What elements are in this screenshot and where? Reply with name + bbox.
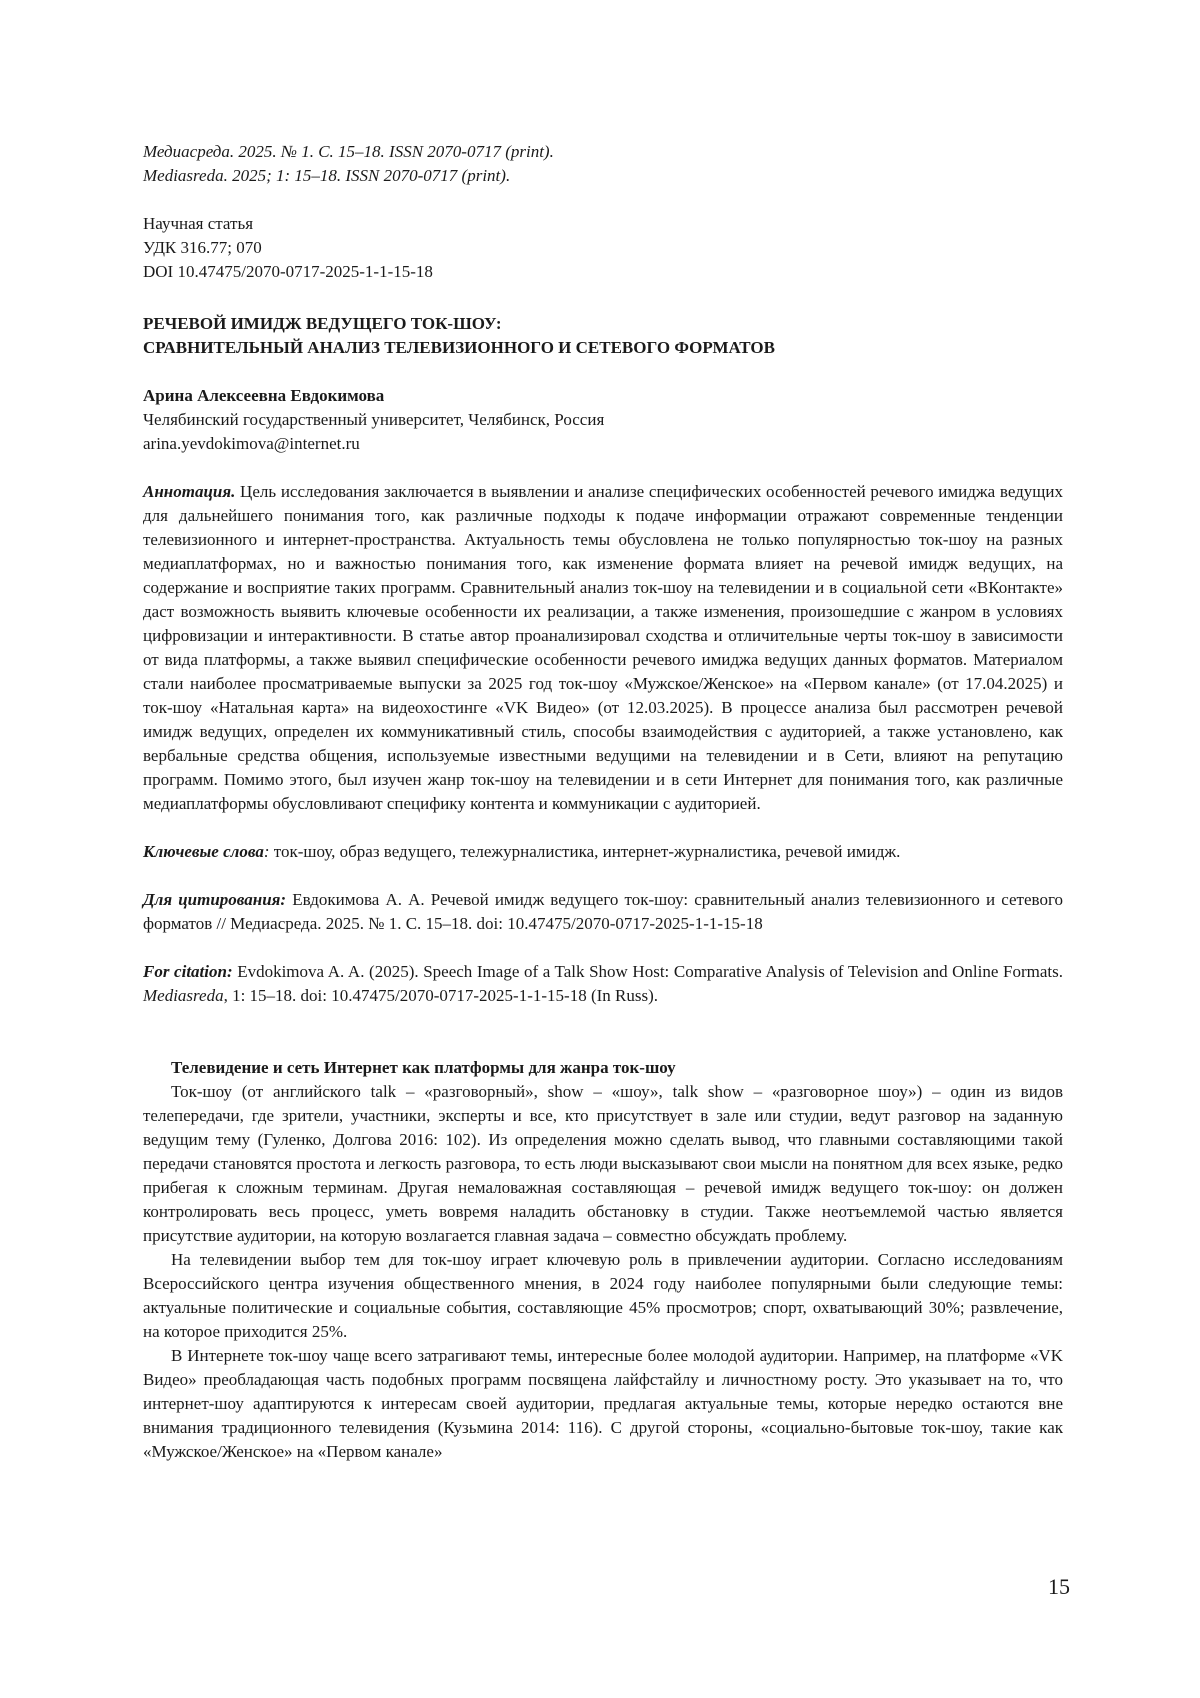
title-line-2: СРАВНИТЕЛЬНЫЙ АНАЛИЗ ТЕЛЕВИЗИОННОГО И СЕТЕВОГО ФОРМАТОВ xyxy=(143,338,775,357)
citation-en-journal: Mediasreda xyxy=(143,986,224,1005)
body-paragraph-3: В Интернете ток-шоу чаще всего затрагивают темы, интересные более молодой аудитории. Например, на платформе «VK Видео» преобладающая часть подобных программ посвящена лайфстайлу и личностному росту. Это указывает на то, что интернет-шоу адаптируются к интересам своей аудитории, предлагая актуальные темы, которые нередко остаются вне внимания традиционного телевидения (Кузьмина 2014: 116). С другой стороны, «социально-бытовые ток-шоу, такие как «Мужское/Женское» на «Первом канале» xyxy=(143,1346,1063,1461)
citation-ru-text: Евдокимова А. А. Речевой имидж ведущего ток-шоу: сравнительный анализ телевизионного и сетевого форматов // Медиасреда. 2025. № 1. С. 15–18. doi: 10.47475/2070-0717-2025-1-1-15-18 xyxy=(143,890,1063,933)
journal-line-en: Mediasreda. 2025; 1: 15–18. ISSN 2070-0717 (print). xyxy=(143,166,511,185)
citation-en-text-before: Evdokimova A. A. (2025). Speech Image of a Talk Show Host: Comparative Analysis of Television and Online Formats. xyxy=(232,962,1063,981)
keywords xyxy=(143,840,1063,864)
section-heading: Телевидение и сеть Интернет как платформы для жанра ток-шоу xyxy=(171,1058,676,1077)
body-paragraph-1: Ток-шоу (от английского talk – «разговорный», show – «шоу», talk show – «разговорное шоу») – один из видов телепередачи, где зрители, участники, эксперты и все, кто присутствует в зале или студии, ведут разговор на заданную ведущим тему (Гуленко, Долгова 2016: 102). Из определения можно сделать вывод, что главными составляющими такой передачи становятся простота и легкость разговора, то есть люди высказывают свои мысли на понятном для всех языке, редко прибегая к сложным терминам. Другая немаловажная составляющая – речевой имидж ведущего ток-шоу: он должен контролировать весь процесс, уметь вовремя наладить обстановку в студии. Также неотъемлемой частью является присутствие аудитории, на которую возлагается главная задача – совместно обсуждать проблему. xyxy=(143,1082,1063,1245)
title-line-1: РЕЧЕВОЙ ИМИДЖ ВЕДУЩЕГО ТОК-ШОУ: xyxy=(143,314,502,333)
author-block xyxy=(143,384,1063,456)
journal-line-ru: Медиасреда. 2025. № 1. С. 15–18. ISSN 2070-0717 (print). xyxy=(143,142,554,161)
author-email[interactable]: arina.yevdokimova@internet.ru xyxy=(143,434,360,453)
udc-code: УДК 316.77; 070 xyxy=(143,238,262,257)
keywords-text: ток-шоу, образ ведущего, тележурналистика, интернет-журналистика, речевой имидж. xyxy=(269,842,901,861)
article-meta xyxy=(143,212,1063,284)
citation-ru xyxy=(143,888,1063,936)
keywords-colon: : xyxy=(263,842,270,861)
abstract-text: Цель исследования заключается в выявлении и анализе специфических особенностей речевого имиджа ведущих для дальнейшего понимания того, как различные подходы к подаче информации отражают современные тенденции телевизионного и интернет-пространства. Актуальность темы обусловлена не только популярностью ток-шоу на разных медиаплатформах, но и важностью понимания того, как изменение формата влияет на речевой имидж ведущих, на содержание и восприятие таких программ. Сравнительный анализ ток-шоу на телевидении и в социальной сети «ВКонтакте» даст возможность выявить ключевые особенности их реализации, а также изменения, произошедшие с жанром в условиях цифровизации и интерактивности. В статье автор проанализировал сходства и отличительные черты ток-шоу в зависимости от вида платформы, а также выявил специфические особенности речевого имиджа ведущих данных форматов. Материалом стали наиболее просматриваемые выпуски за 2025 год ток-шоу «Мужское/Женское» на «Первом канале» (от 17.04.2025) и ток-шоу «Натальная карта» на видеохостинге «VK Видео» (от 12.03.2025). В процессе анализа был рассмотрен речевой имидж ведущих, определен их коммуникативный стиль, способы взаимодействия с аудиторией, а также установлено, как вербальные средства общения, используемые известными ведущими на телевидении и в Сети, влияют на репутацию программ. Помимо этого, был изучен жанр ток-шоу на телевидении и в сети Интернет для понимания того, как различные медиаплатформы обусловливают специфику контента и коммуникации с аудиторией. xyxy=(143,482,1063,813)
citation-en-label: For citation: xyxy=(143,962,233,981)
citation-en-text-after: , 1: 15–18. doi: 10.47475/2070-0717-2025-1-1-15-18 (In Russ). xyxy=(223,986,658,1005)
body-paragraph-2: На телевидении выбор тем для ток-шоу играет ключевую роль в привлечении аудитории. Согласно исследованиям Всероссийского центра изучения общественного мнения, в 2024 году наиболее популярными были следующие темы: актуальные политические и социальные события, составляющие 45% просмотров; спорт, охватывающий 30%; развлечение, на которое приходится 25%. xyxy=(143,1250,1063,1341)
page-number: 15 xyxy=(1048,1574,1070,1599)
article-page xyxy=(143,140,1063,1464)
abstract-label: Аннотация. xyxy=(143,482,236,501)
doi: DOI 10.47475/2070-0717-2025-1-1-15-18 xyxy=(143,262,433,281)
citation-en xyxy=(143,960,1063,1008)
keywords-label: Ключевые слова xyxy=(143,842,264,861)
abstract xyxy=(143,480,1063,816)
author-name: Арина Алексеевна Евдокимова xyxy=(143,386,385,405)
citation-ru-label: Для цитирования: xyxy=(143,890,287,909)
article-type: Научная статья xyxy=(143,214,254,233)
article-title xyxy=(143,312,1063,360)
author-affiliation: Челябинский государственный университет, Челябинск, Россия xyxy=(143,410,605,429)
